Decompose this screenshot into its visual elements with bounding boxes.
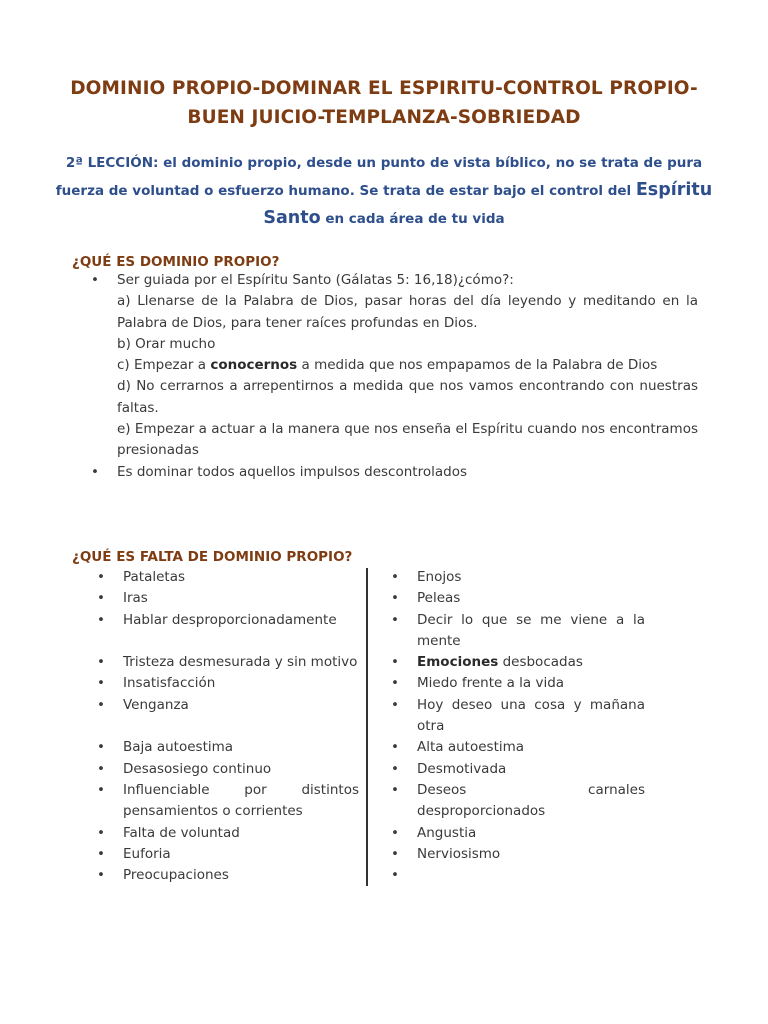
intro-text-3b: en cada área de tu vida — [320, 211, 505, 227]
list-item: • Miedo frente a la vida — [372, 673, 645, 694]
list-item: • Nerviosismo — [372, 844, 645, 865]
list-item: • Desasosiego continuo — [78, 759, 359, 780]
list-item: • Deseos carnales desproporcionados — [372, 780, 645, 823]
list-item: • Enojos — [372, 567, 645, 588]
list-item: • Hablar desproporcionadamente — [78, 610, 359, 631]
list-item: • Falta de voluntad — [78, 823, 359, 844]
list-item — [372, 652, 645, 673]
list-item: • Angustia — [372, 823, 645, 844]
bullet-text: Es dominar todos aquellos impulsos descontrolados — [117, 463, 467, 480]
intro-text-2a: fuerza de voluntad o esfuerzo humano. Se trata de estar bajo el control del — [55, 183, 636, 199]
bullet-text: Ser guiada por el Espíritu Santo (Gálatas 5: 16,18)¿cómo?: — [117, 272, 514, 288]
list-item: • Euforia — [78, 844, 359, 865]
lesson-intro — [52, 150, 716, 233]
list-item: • Pataletas — [78, 567, 359, 588]
intro-highlight-santo: Santo — [263, 208, 321, 228]
list-item: • Baja autoestima — [78, 737, 359, 758]
list-item: • Influenciable por distintos pensamientos o corrientes — [78, 780, 359, 823]
falta-list-left — [78, 567, 359, 886]
falta-list-right — [372, 567, 645, 865]
column-divider — [366, 568, 368, 886]
list-item: • Preocupaciones — [78, 865, 359, 886]
list-item: • Desmotivada — [372, 759, 645, 780]
sub-item-e: e) Empezar a actuar a la manera que nos enseña el Espíritu cuando nos encontramos presionadas — [117, 421, 698, 459]
title-line-1: DOMINIO PROPIO-DOMINAR EL ESPIRITU-CONTROL PROPIO- — [70, 78, 698, 99]
list-item: • Hoy deseo una cosa y mañana otra — [372, 695, 645, 738]
list-item: • Tristeza desmesurada y sin motivo — [78, 652, 359, 673]
list-item: • Alta autoestima — [372, 737, 645, 758]
title-line-2: BUEN JUICIO-TEMPLANZA-SOBRIEDAD — [187, 107, 581, 128]
sub-item-b: b) Orar mucho — [117, 335, 216, 352]
dominio-propio-list — [72, 270, 698, 483]
sub-item-c-pre: c) Empezar a — [117, 357, 211, 374]
list-item: • Peleas — [372, 588, 645, 609]
intro-line-1: 2ª LECCIÓN: el dominio propio, desde un punto de vista bíblico, no se trata de pura — [65, 155, 703, 171]
page-title — [40, 74, 728, 132]
list-item: • Decir lo que se me viene a la mente — [372, 610, 645, 653]
list-item — [72, 270, 698, 462]
emociones-bold: Emociones — [417, 654, 499, 671]
sub-item-c-post: a medida que nos empapamos de la Palabra de Dios — [297, 357, 658, 374]
sub-item-a: a) Llenarse de la Palabra de Dios, pasar horas del día leyendo y meditando en la Palabra de Dios, para tener raíces profundas en Dios. — [117, 293, 698, 331]
intro-line-3 — [52, 205, 716, 233]
intro-highlight-espiritu: Espíritu — [635, 180, 713, 200]
section-heading-falta-dominio: ¿QUÉ ES FALTA DE DOMINIO PROPIO? — [72, 549, 353, 565]
sub-item-c — [117, 355, 698, 376]
list-item: • Iras — [78, 588, 359, 609]
sub-item-c-bold: conocernos — [210, 357, 298, 374]
list-item: • Insatisfacción — [78, 673, 359, 694]
list-item — [72, 462, 698, 483]
list-item: • Venganza — [78, 695, 359, 716]
sub-item-d: d) No cerrarnos a arrepentirnos a medida que nos vamos encontrando con nuestras faltas. — [117, 378, 698, 416]
section-heading-dominio-propio: ¿QUÉ ES DOMINIO PROPIO? — [72, 254, 280, 270]
intro-line-2 — [52, 177, 716, 205]
emociones-rest: desbocadas — [502, 654, 583, 671]
